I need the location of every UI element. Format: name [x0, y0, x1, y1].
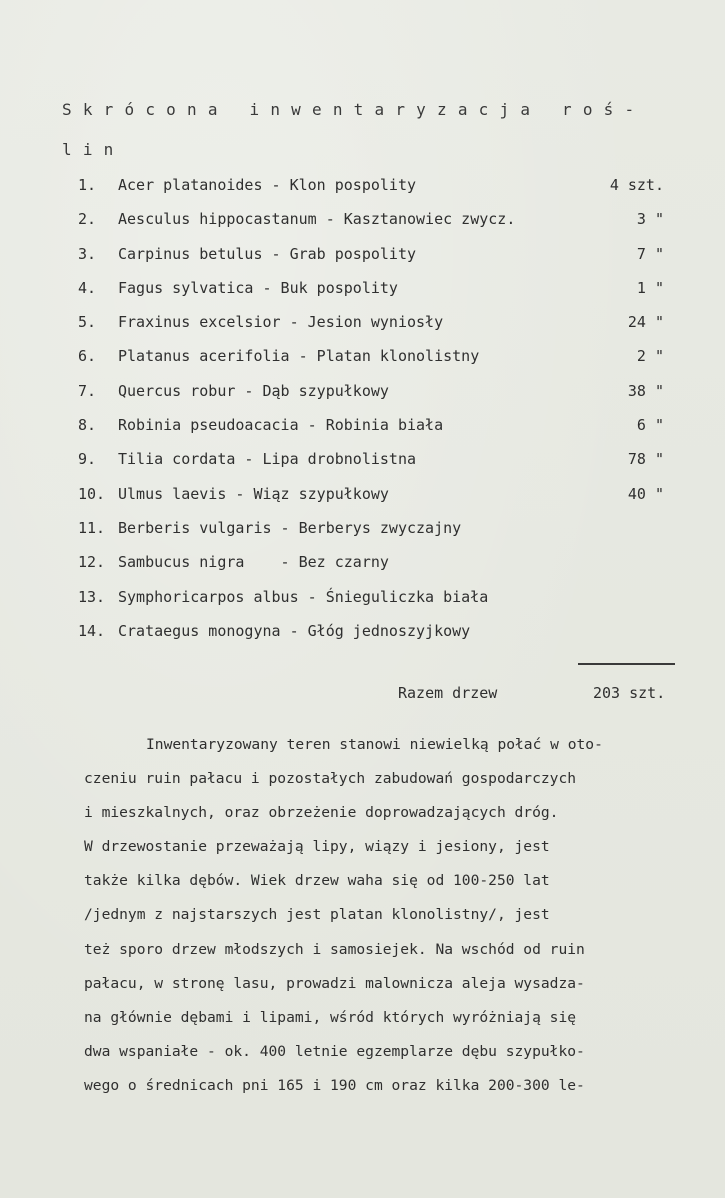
item-number: 12.: [78, 553, 106, 572]
item-text: Acer platanoides - Klon pospolity: [118, 176, 417, 194]
plant-list: [78, 172, 678, 652]
paragraph-line: czeniu ruin pałacu i pozostałych zabudowań gospodarczych: [84, 770, 577, 788]
paragraph-line: też sporo drzew młodszych i samosiejek. Na wschód od ruin: [84, 940, 585, 958]
item-text: Carpinus betulus - Grab pospolity: [118, 244, 417, 263]
paragraph-line: wego o średnicach pni 165 i 190 cm oraz kilka 200-300 le-: [84, 1076, 585, 1094]
item-number: 8.: [78, 416, 97, 435]
description-paragraph: [84, 728, 696, 1103]
paragraph-line: i mieszkalnych, oraz obrzeżenie doprowadzających dróg.: [84, 804, 559, 822]
item-text: Fagus sylvatica - Buk pospolity: [118, 278, 398, 297]
item-number: 6.: [78, 347, 97, 366]
list-item: [78, 275, 678, 309]
list-item: [78, 549, 678, 583]
item-number: 11.: [78, 518, 106, 537]
item-text: Aesculus hippocastanum - Kasztanowiec zwycz.: [118, 210, 516, 229]
item-number: 14.: [78, 621, 106, 640]
item-number: 4.: [78, 278, 97, 297]
item-number: 9.: [78, 450, 97, 469]
item-number: 13.: [78, 587, 106, 606]
list-item: [78, 343, 678, 377]
item-number: 2.: [78, 210, 97, 229]
item-number: 10.: [78, 484, 106, 503]
list-item: [78, 172, 678, 206]
paragraph-line: pałacu, w stronę lasu, prowadzi malownicza aleja wysadza-: [84, 974, 585, 992]
item-text: Platanus acerifolia - Platan klonolistny: [118, 347, 480, 366]
item-number: 1.: [78, 176, 97, 194]
paragraph-line: dwa wspaniałe - ok. 400 letnie egzemplarze dębu szypułko-: [84, 1042, 585, 1060]
paragraph-line: W drzewostanie przeważają lipy, wiązy i jesiony, jest: [84, 838, 550, 856]
item-quantity: 6 ": [636, 416, 664, 435]
list-item: [78, 618, 678, 652]
item-quantity: 38 ": [627, 381, 664, 400]
paragraph-line: Inwentaryzowany teren stanowi niewielką połać w oto-: [146, 736, 603, 753]
item-text: Symphoricarpos albus - Śnieguliczka biała: [118, 587, 489, 606]
title-line-2: lin: [62, 140, 125, 159]
list-item: [78, 412, 678, 446]
total-value: 203 szt.: [593, 684, 666, 702]
item-text: Tilia cordata - Lipa drobnolistna: [118, 450, 417, 469]
list-item: [78, 584, 678, 618]
list-item: [78, 481, 678, 515]
list-item: [78, 309, 678, 343]
item-quantity: 2 ": [636, 347, 664, 366]
item-text: Fraxinus excelsior - Jesion wyniosły: [118, 313, 444, 332]
item-quantity: 40 ": [627, 484, 664, 503]
item-quantity: 4 szt.: [609, 176, 664, 194]
item-text: Crataegus monogyna - Głóg jednoszyjkowy: [118, 621, 471, 640]
paragraph-line: /jednym z najstarszych jest platan klonolistny/, jest: [84, 906, 550, 924]
item-text: Berberis vulgaris - Berberys zwyczajny: [118, 518, 462, 537]
paragraph-line: także kilka dębów. Wiek drzew waha się od 100-250 lat: [84, 872, 550, 890]
item-quantity: 78 ": [627, 450, 664, 469]
item-number: 3.: [78, 244, 97, 263]
title-line-1: Skrócona inwentaryzacja roś-: [62, 100, 646, 119]
item-number: 5.: [78, 313, 97, 332]
list-item: [78, 241, 678, 275]
paragraph-line: na głównie dębami i lipami, wśród których wyróżniają się: [84, 1008, 577, 1026]
list-item: [78, 206, 678, 240]
item-quantity: 1 ": [636, 278, 664, 297]
list-item: [78, 378, 678, 412]
list-item: [78, 446, 678, 480]
item-quantity: 7 ": [636, 244, 664, 263]
item-text: Sambucus nigra - Bez czarny: [118, 553, 389, 572]
list-item: [78, 515, 678, 549]
total-row: [398, 680, 686, 706]
item-number: 7.: [78, 381, 97, 400]
document-title: [62, 90, 682, 170]
total-label: Razem drzew: [398, 684, 498, 702]
item-text: Quercus robur - Dąb szypułkowy: [118, 381, 389, 400]
item-quantity: 3 ": [636, 210, 664, 229]
item-text: Ulmus laevis - Wiąz szypułkowy: [118, 484, 389, 503]
item-text: Robinia pseudoacacia - Robinia biała: [118, 416, 444, 435]
total-underline: [578, 663, 675, 665]
item-quantity: 24 ": [627, 313, 664, 332]
